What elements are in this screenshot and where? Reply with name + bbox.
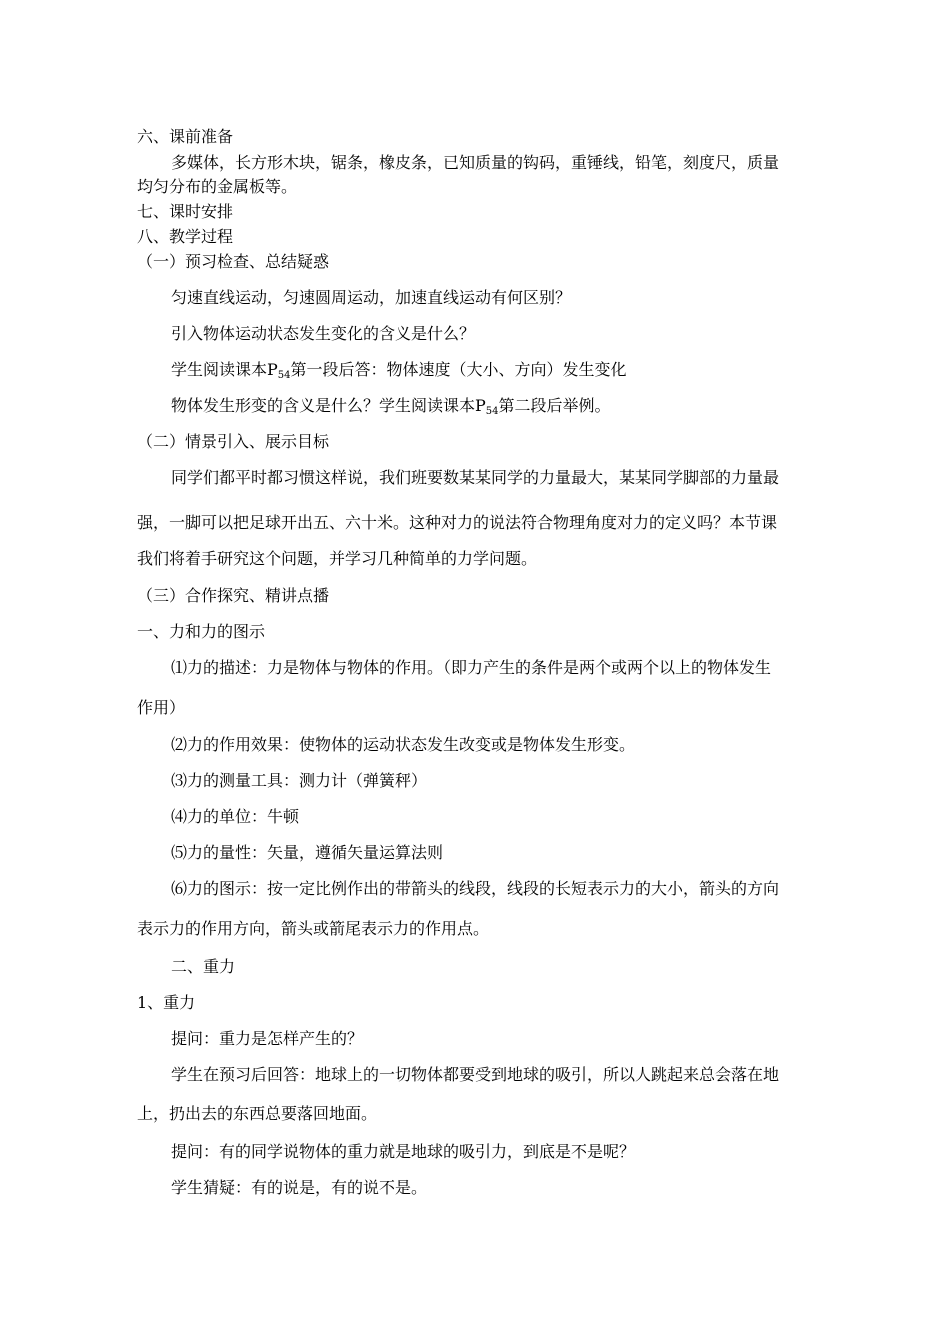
list-item: ⑵力的作用效果：使物体的运动状态发生改变或是物体发生形变。 bbox=[171, 735, 636, 754]
subsection-heading: （三）合作探究、精讲点播 bbox=[137, 586, 330, 605]
subscript: 54 bbox=[485, 406, 499, 417]
list-item: ⑹力的图示：按一定比例作出的带箭头的线段，线段的长短表示力的大小，箭头的方向 bbox=[171, 879, 780, 898]
paragraph-line: 提问：有的同学说物体的重力就是地球的吸引力，到底是不是呢？ bbox=[171, 1142, 636, 1161]
paragraph-line: 作用） bbox=[137, 698, 186, 717]
list-item: ⑶力的测量工具：测力计（弹簧秤） bbox=[171, 771, 428, 790]
paragraph-line: 强，一脚可以把足球开出五、六十米。这种对力的说法符合物理角度对力的定义吗？本节课 bbox=[137, 513, 778, 532]
list-item: ⑷力的单位：牛顿 bbox=[171, 807, 300, 826]
section-heading-force: 一、力和力的图示 bbox=[137, 622, 266, 641]
text-run: 第二段后举例。 bbox=[498, 396, 611, 415]
paragraph-line: 同学们都平时都习惯这样说，我们班要数某某同学的力量最大，某某同学脚部的力量最 bbox=[171, 468, 780, 487]
subscript: 54 bbox=[277, 370, 291, 381]
section-heading-gravity: 二、重力 bbox=[171, 957, 236, 976]
subsection-heading: （二）情景引入、展示目标 bbox=[137, 432, 330, 451]
section-heading-preparation: 六、课前准备 bbox=[137, 127, 234, 146]
subsection-heading: 1、重力 bbox=[137, 993, 196, 1012]
paragraph-line bbox=[171, 359, 627, 387]
paragraph-line: 引入物体运动状态发生变化的含义是什么？ bbox=[171, 324, 476, 343]
paragraph-line: 表示力的作用方向，箭头或箭尾表示力的作用点。 bbox=[137, 919, 490, 938]
list-item: ⑴力的描述：力是物体与物体的作用。（即力产生的条件是两个或两个以上的物体发生 bbox=[171, 658, 772, 677]
text-run: 第一段后答：物体速度（大小、方向）发生变化 bbox=[290, 360, 627, 379]
section-heading-schedule: 七、课时安排 bbox=[137, 202, 234, 221]
text-run: 学生阅读课本P bbox=[171, 360, 278, 379]
paragraph-line: 学生在预习后回答：地球上的一切物体都要受到地球的吸引，所以人跳起来总会落在地 bbox=[171, 1065, 780, 1084]
paragraph-line: 多媒体，长方形木块，锯条，橡皮条，已知质量的钩码，重锤线，铅笔，刻度尺，质量 bbox=[171, 153, 780, 172]
paragraph-line: 我们将着手研究这个问题，并学习几种简单的力学问题。 bbox=[137, 549, 538, 568]
paragraph-line bbox=[171, 395, 611, 423]
paragraph-line: 均匀分布的金属板等。 bbox=[137, 177, 298, 196]
paragraph-line: 匀速直线运动，匀速圆周运动，加速直线运动有何区别？ bbox=[171, 288, 572, 307]
text-run: 物体发生形变的含义是什么？学生阅读课本P bbox=[171, 396, 486, 415]
list-item: ⑸力的量性：矢量，遵循矢量运算法则 bbox=[171, 843, 444, 862]
paragraph-line: 学生猜疑：有的说是，有的说不是。 bbox=[171, 1178, 428, 1197]
paragraph-line: 提问：重力是怎样产生的？ bbox=[171, 1029, 364, 1048]
subsection-heading: （一）预习检查、总结疑惑 bbox=[137, 252, 330, 271]
paragraph-line: 上，扔出去的东西总要落回地面。 bbox=[137, 1104, 378, 1123]
section-heading-process: 八、教学过程 bbox=[137, 227, 234, 246]
